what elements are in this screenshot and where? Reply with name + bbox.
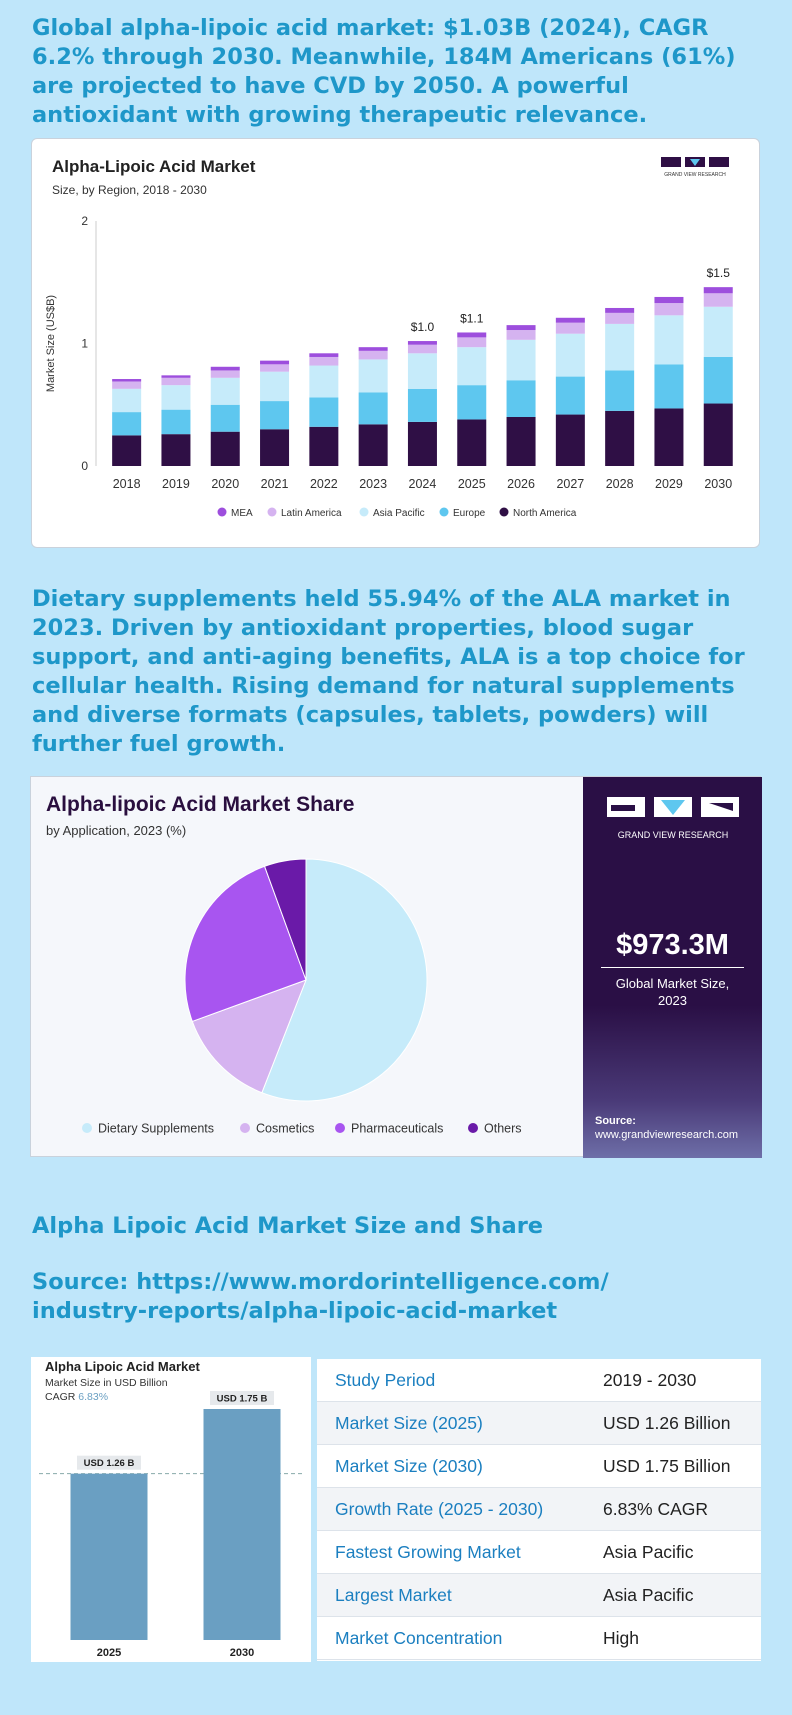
bar-segment-mea [161,375,190,377]
bar-segment-latin-america [507,330,536,340]
bar-segment-mea [359,347,388,351]
bar-data-label: $1.0 [410,320,435,335]
bar-segment-mea [605,308,634,313]
x-tick-label: 2030 [704,477,733,491]
bar-segment-north-america [457,419,486,466]
x-tick-label: 2024 [408,477,437,491]
panel-divider [601,967,744,968]
table-row-label: Growth Rate (2025 - 2030) [335,1499,544,1519]
bar-segment-asia-pacific [161,385,190,410]
global-market-size-caption: Global Market Size, 2023 [615,976,730,1008]
bar-segment-latin-america [654,303,683,315]
bar-segment-north-america [359,424,388,466]
bar-segment-asia-pacific [605,324,634,371]
bar-value-label: USD 1.75 B [216,1393,268,1405]
x-tick-label: 2020 [211,477,240,491]
bar-segment-mea [112,379,141,381]
table-row [317,1574,761,1617]
application-share-card [30,776,761,1157]
bar-segment-mea [260,361,289,365]
bar-segment-latin-america [457,337,486,347]
x-tick-label: 2021 [260,477,289,491]
y-axis-label: Market Size (US$B) [45,294,57,393]
table-row [317,1531,761,1574]
x-tick-label: 2025 [457,477,486,491]
bar-segment-north-america [556,415,585,466]
bar-segment-latin-america [556,323,585,334]
bar-value-label: USD 1.26 B [83,1458,135,1470]
panel-source-url[interactable]: www.grandviewresearch.com [595,1129,739,1141]
bar-segment-north-america [211,432,240,466]
bar-segment-asia-pacific [112,389,141,412]
bar-segment-asia-pacific [359,359,388,392]
bar-segment-north-america [161,434,190,466]
pie-legend-swatch [335,1123,345,1133]
x-tick-label: 2022 [309,477,338,491]
x-tick-label: 2027 [556,477,585,491]
size-chart-card [31,1357,311,1662]
x-tick-label: 2019 [162,477,190,491]
table-row [317,1445,761,1488]
bar-segment-latin-america [211,370,240,377]
bar-segment-north-america [605,411,634,466]
legend-swatch [268,508,277,517]
legend-swatch [360,508,369,517]
market-size-bar [204,1409,281,1640]
bar-segment-europe [704,357,733,404]
bar-segment-mea [654,297,683,303]
x-tick-label: 2028 [605,477,634,491]
table-row-value: Asia Pacific [603,1585,694,1605]
table-row-label: Fastest Growing Market [335,1542,521,1562]
table-row [317,1359,761,1402]
legend-label: North America [513,508,577,519]
bar-segment-north-america [704,404,733,466]
table-row [317,1402,761,1445]
regional-chart-card [31,138,760,548]
size-chart-title: Alpha Lipoic Acid Market [45,1359,200,1374]
bar-segment-europe [654,364,683,408]
intro-heading: Global alpha-lipoic acid market: $1.03B (2024), CAGR 6.2% through 2030. Meanwhile, 184M Americans (61%) are projected to have CVD by 2050. A powerful antioxidant with growing therapeutic relevance. [32,15,736,128]
bar-segment-latin-america [112,381,141,388]
bar-segment-asia-pacific [507,340,536,380]
bar-segment-europe [507,380,536,417]
table-row-value: USD 1.75 Billion [603,1456,731,1476]
bar-data-label: $1.5 [706,266,730,281]
source-heading[interactable]: Source: https://www.mordorintelligence.com/ industry-reports/alpha-lipoic-acid-market [32,1269,609,1324]
bar-segment-asia-pacific [556,334,585,377]
bar-segment-asia-pacific [704,307,733,357]
legend-label: Europe [453,508,486,519]
pie-legend-label: Pharmaceuticals [351,1121,444,1136]
table-row-value: 6.83% CAGR [603,1499,709,1519]
legend-swatch [500,508,509,517]
legend-label: Asia Pacific [373,508,425,519]
market-size-panel [583,777,762,1158]
bar-segment-asia-pacific [457,347,486,385]
table-row-value: High [603,1628,639,1648]
size-share-heading: Alpha Lipoic Acid Market Size and Share [32,1213,544,1239]
bar-segment-mea [507,325,536,330]
bar-segment-north-america [408,422,437,466]
x-tick-label: 2029 [655,477,683,491]
bar-segment-north-america [260,429,289,466]
bar-segment-north-america [309,427,338,466]
bar-segment-latin-america [260,364,289,371]
bar-segment-asia-pacific [260,372,289,401]
bar-segment-latin-america [359,351,388,360]
bar-segment-asia-pacific [309,366,338,398]
supplements-heading: Dietary supplements held 55.94% of the ALA market in 2023. Driven by antioxidant properties, blood sugar support, and anti-aging benefits, ALA is a top choice for cellular health. Rising demand for natural supplements and diverse formats (capsules, tablets, powders) will further fuel growth. [32,586,745,757]
bar-segment-mea [309,353,338,357]
global-market-size-value: $973.3M [616,929,729,961]
legend-label: Latin America [281,508,342,519]
bar-segment-europe [211,405,240,432]
bar-segment-mea [211,367,240,371]
y-tick-label: 0 [81,459,88,473]
market-size-bar [71,1474,148,1640]
bar-segment-europe [161,410,190,435]
legend-swatch [440,508,449,517]
pie-chart-subtitle: by Application, 2023 (%) [46,823,187,838]
bar-segment-europe [309,397,338,426]
regional-chart-subtitle: Size, by Region, 2018 - 2030 [52,183,207,197]
bar-segment-asia-pacific [654,315,683,364]
bar-segment-mea [556,318,585,323]
bar-segment-europe [112,412,141,435]
table-row [317,1617,761,1660]
pie-legend-swatch [468,1123,478,1133]
pie-legend-swatch [240,1123,250,1133]
bar-segment-mea [704,287,733,293]
bar-segment-mea [408,341,437,345]
y-tick-label: 2 [81,214,88,228]
bar-segment-latin-america [605,313,634,324]
table-row-label: Study Period [335,1370,436,1390]
pie-legend-swatch [82,1123,92,1133]
market-size-bar-chart [31,1357,311,1662]
table-row-label: Market Size (2025) [335,1413,483,1433]
regional-stacked-bar-chart [32,139,761,549]
gvr-logo-large-icon [607,797,739,843]
bar-segment-latin-america [704,293,733,306]
bar-data-label: $1.1 [460,311,484,326]
pie-legend-label: Cosmetics [256,1121,315,1136]
bar-segment-mea [457,332,486,337]
x-tick-label: 2026 [507,477,535,491]
gvr-brand-text: GRAND VIEW RESEARCH [664,172,726,178]
table-row-label: Largest Market [335,1585,452,1605]
bar-segment-north-america [112,435,141,466]
bar-segment-asia-pacific [211,378,240,405]
bar-segment-europe [408,389,437,422]
pie-chart-title: Alpha-lipoic Acid Market Share [46,793,355,816]
table-row-value: USD 1.26 Billion [603,1413,731,1433]
table-row [317,1488,761,1531]
bar-segment-europe [457,385,486,419]
bar-segment-latin-america [408,345,437,354]
size-chart-subtitle: Market Size in USD Billion [45,1377,168,1389]
bar-segment-latin-america [161,378,190,385]
legend-swatch [218,508,227,517]
bar-segment-north-america [654,408,683,466]
table-row-label: Market Size (2030) [335,1456,483,1476]
size-chart-cagr: CAGR 6.83% [45,1391,109,1403]
bar-segment-europe [556,377,585,415]
x-category-label: 2030 [229,1647,255,1659]
gvr-brand-name: GRAND VIEW RESEARCH [617,830,729,840]
x-tick-label: 2018 [112,477,141,491]
pie-legend-label: Dietary Supplements [98,1121,215,1136]
bar-segment-europe [260,401,289,429]
bar-segment-north-america [507,417,536,466]
legend-label: MEA [231,508,253,519]
application-pie-chart [31,777,583,1158]
table-row-value: Asia Pacific [603,1542,694,1562]
bar-segment-europe [605,370,634,410]
table-row-label: Market Concentration [335,1628,503,1648]
bar-segment-europe [359,393,388,425]
y-tick-label: 1 [81,336,88,351]
table-row-value: 2019 - 2030 [603,1370,697,1390]
bar-segment-asia-pacific [408,353,437,389]
pie-legend-label: Others [484,1121,522,1136]
x-tick-label: 2023 [359,477,388,491]
panel-source-label: Source: [595,1115,636,1127]
regional-chart-title: Alpha-Lipoic Acid Market [52,157,256,176]
x-category-label: 2025 [96,1647,122,1659]
bar-segment-latin-america [309,357,338,366]
market-properties-table [317,1359,761,1661]
